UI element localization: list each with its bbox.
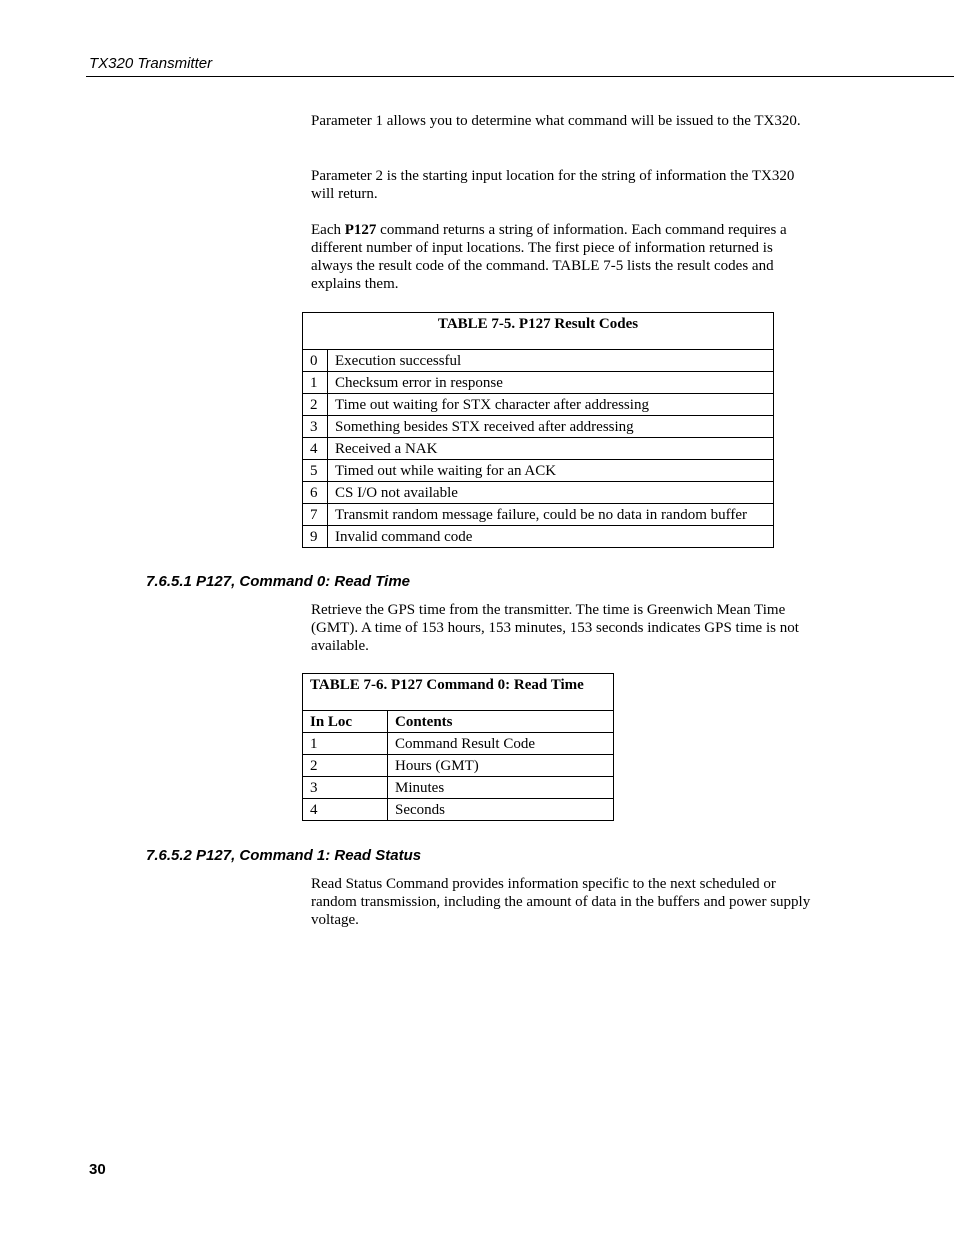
page-number: 30	[89, 1161, 106, 1178]
table-row	[303, 799, 614, 821]
column-header-in-loc: In Loc	[303, 711, 388, 733]
result-code: 2	[303, 394, 328, 416]
read-time-table	[302, 673, 614, 821]
result-code: 4	[303, 438, 328, 460]
in-loc-cell: 1	[303, 733, 388, 755]
table-row	[303, 504, 774, 526]
contents-cell: Minutes	[388, 777, 614, 799]
contents-cell: Seconds	[388, 799, 614, 821]
result-description: Something besides STX received after addressing	[328, 416, 774, 438]
column-header-contents: Contents	[388, 711, 614, 733]
result-codes-table	[302, 312, 774, 548]
table-row	[303, 416, 774, 438]
contents-cell: Hours (GMT)	[388, 755, 614, 777]
result-code: 0	[303, 350, 328, 372]
paragraph-p127-overview	[311, 221, 811, 293]
table-row	[303, 350, 774, 372]
result-description: Received a NAK	[328, 438, 774, 460]
table-row	[303, 733, 614, 755]
p127-command-name: P127	[344, 222, 377, 238]
contents-cell: Command Result Code	[388, 733, 614, 755]
table-row	[303, 755, 614, 777]
paragraph-parameter-2: Parameter 2 is the starting input location for the string of information the TX320 will return.	[311, 168, 795, 202]
table-row	[303, 482, 774, 504]
result-code: 3	[303, 416, 328, 438]
table-caption: TABLE 7-6. P127 Command 0: Read Time	[303, 674, 614, 711]
p127-text-post: command returns a string of information. Each command requires a different number of input locations. The first piece of information returned is always the result code of the command. TABLE 7-5 lists the result codes and explains them.	[311, 222, 787, 292]
result-description: CS I/O not available	[328, 482, 774, 504]
table-row	[303, 438, 774, 460]
table-row	[303, 372, 774, 394]
table-row	[303, 777, 614, 799]
table-row	[303, 460, 774, 482]
header-rule	[86, 76, 954, 77]
result-code: 6	[303, 482, 328, 504]
section-heading-read-status: 7.6.5.2 P127, Command 1: Read Status	[146, 847, 422, 864]
table-caption: TABLE 7-5. P127 Result Codes	[303, 313, 774, 350]
paragraph-read-status: Read Status Command provides information specific to the next scheduled or random transmission, including the amount of data in the buffers and power supply voltage.	[311, 876, 811, 928]
result-description: Timed out while waiting for an ACK	[328, 460, 774, 482]
result-code: 9	[303, 526, 328, 548]
result-description: Invalid command code	[328, 526, 774, 548]
result-description: Transmit random message failure, could be no data in random buffer	[328, 504, 774, 526]
paragraph-parameter-1: Parameter 1 allows you to determine what command will be issued to the TX320.	[311, 113, 801, 129]
p127-text-pre: Each	[311, 222, 345, 238]
result-description: Time out waiting for STX character after addressing	[328, 394, 774, 416]
result-code: 7	[303, 504, 328, 526]
table-row	[303, 526, 774, 548]
in-loc-cell: 3	[303, 777, 388, 799]
in-loc-cell: 4	[303, 799, 388, 821]
result-code: 5	[303, 460, 328, 482]
result-description: Execution successful	[328, 350, 774, 372]
table-row	[303, 394, 774, 416]
paragraph-read-time: Retrieve the GPS time from the transmitter. The time is Greenwich Mean Time (GMT). A time of 153 hours, 153 minutes, 153 seconds indicates GPS time is not available.	[311, 602, 799, 654]
in-loc-cell: 2	[303, 755, 388, 777]
table-header-row	[303, 711, 614, 733]
table-caption-row	[303, 313, 774, 350]
result-code: 1	[303, 372, 328, 394]
running-header: TX320 Transmitter	[89, 55, 213, 72]
result-description: Checksum error in response	[328, 372, 774, 394]
table-caption-row	[303, 674, 614, 711]
section-heading-read-time: 7.6.5.1 P127, Command 0: Read Time	[146, 573, 411, 590]
